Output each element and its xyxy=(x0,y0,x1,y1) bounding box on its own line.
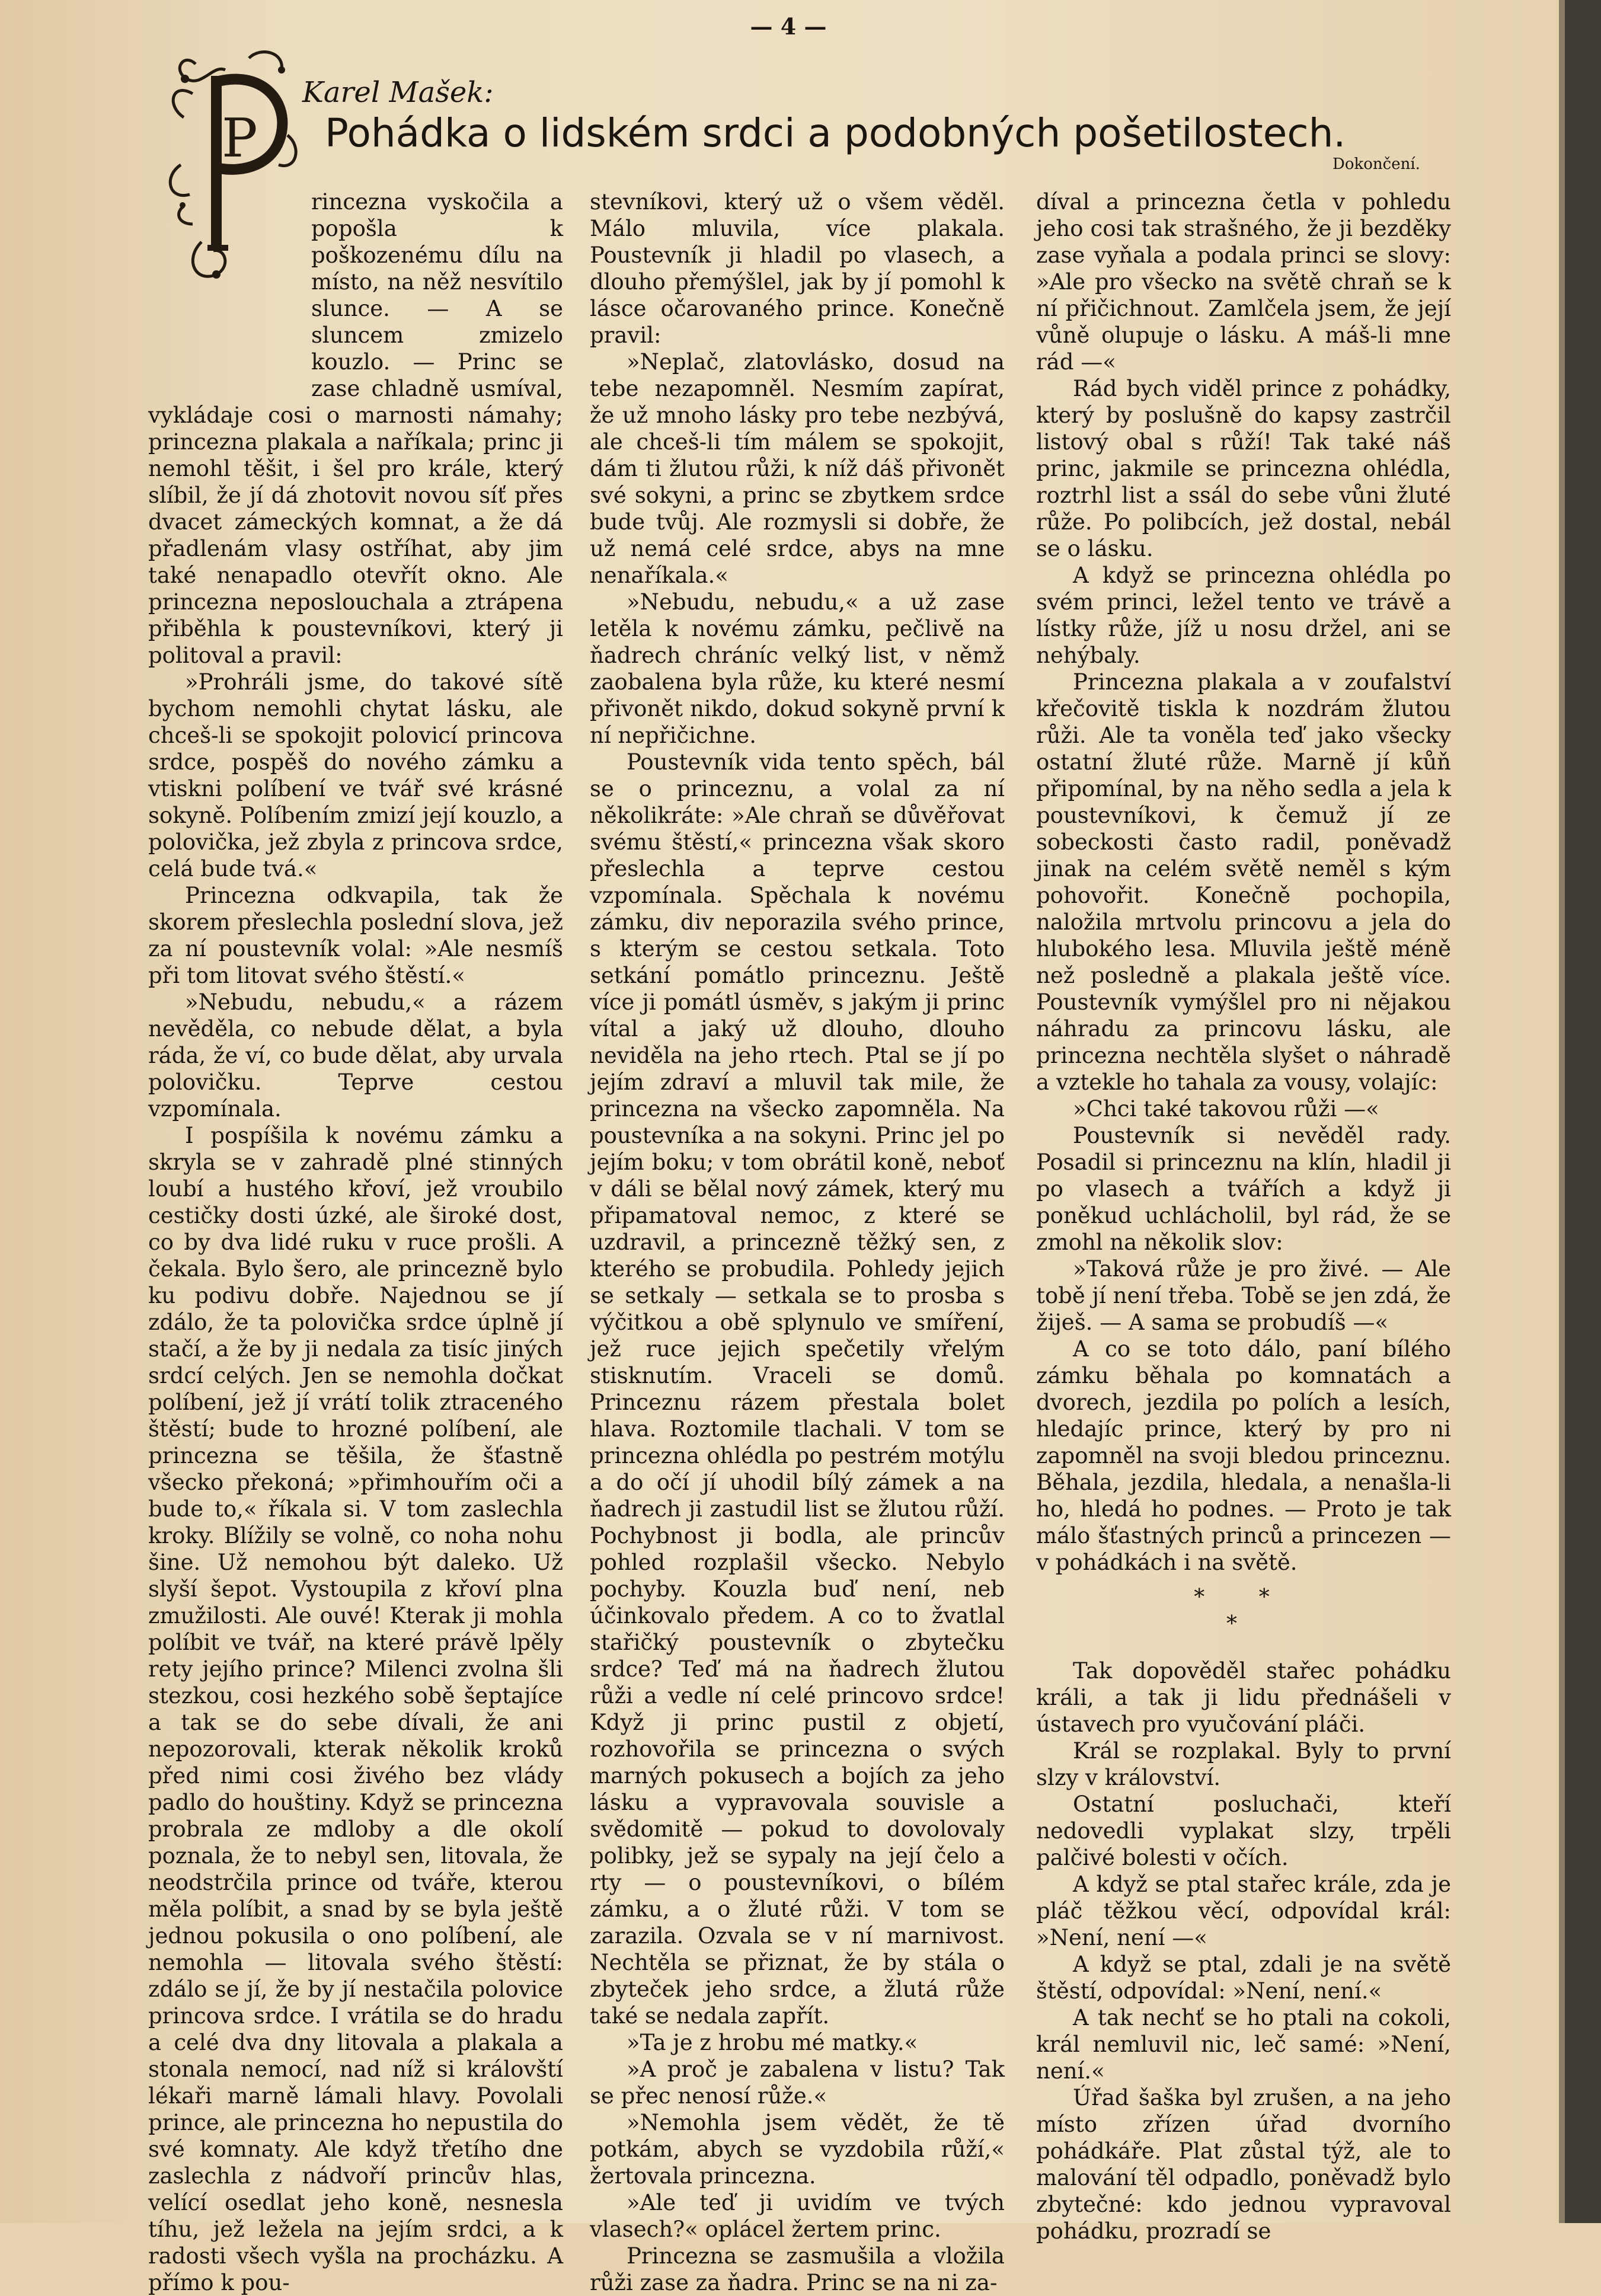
paragraph: I pospíšila k novému zámku a skryla se v zahradě plné stinných loubí a hustého křoví, jež vroubilo cestičky dosti úzké, ale široké dost, co by dva lidé ruku v ruce prošli. A čekala. Bylo šero, ale princezně bylo ku podivu dobře. Najednou se jí zdálo, že ta polovička srdce úplně jí stačí, a že by ji nedala za tisíc jiných srdcí celých. Jen se nemohla dočkat políbení, jež jí vrátí tolik ztraceného štěstí; bude to hrozné políbení, ale princezna se těšila, že šťastně všecko překoná; »přimhouřím oči a bude to,« říkala si. V tom zaslechla kroky. Blížily se volně, co noha nohu šine. Už nemohou být daleko. Už slyší šepot. Vystoupila z křoví plna zmužilosti. Ale ouvé! Kterak ji mohla políbit ve tvář, na které právě lpěly rety jejího prince? Milenci zvolna šli stezkou, cosi hezkého sobě šeptajíce a tak se do sebe dívali, že ani nepozorovali, kterak několik kroků před nimi cosi živého bez vlády padlo do houštiny. Když se princezna probrala ze mdloby a dle okolí poznala, že to nebyl sen, litovala, že neodstrčila prince od tváře, kterou měla políbit, a snad by se byla ještě jednou pokusila o ono políbení, ale nemohla — litovala svého štěstí: zdálo se jí, že by jí nestačila polovice princova srdce. I vrátila se do hradu a celé dva dny litovala a plakala a stonala nemocí, nad níž si královští lékaři marně lámali hlavy. Povolali prince, ale princezna ho nepustila do své komnaty. Ale když třetího dne zaslechla z nádvoří princův hlas, velící osedlat jeho koně, nesnesla tíhu, jež ležela na jejím srdci, a k radosti všech vyšla na procházku. A přímo k pou- xyxy=(148,1123,563,2295)
paragraph: A když se ptal stařec krále, zda je pláč těžkou věcí, odpovídal král: »Není, není —« xyxy=(1036,1872,1451,1950)
paragraph: A co se toto dálo, paní bílého zámku běhala po komnatách a dvorech, jezdila po polích a lesích, hledajíc prince, který by pro ni zapomněl na svoji bledou princeznu. Běhala, jezdila, hledala, a nenašla-li ho, hledá ho podnes. — Proto je tak málo šťastných princů a princezen — v pohádkách i na světě. xyxy=(1036,1336,1451,1575)
paragraph: Tak dopověděl stařec pohádku králi, a tak ji lidu přednášeli v ústavech pro vyučování pláči. xyxy=(1036,1658,1451,1737)
section-break xyxy=(1036,1584,1451,1637)
paragraph: »Chci také takovou růži —« xyxy=(1073,1096,1379,1122)
text-column-1 xyxy=(148,189,563,2296)
paragraph: »Ale teď ji uvidím ve tvých vlasech?« oplácel žertem princ. xyxy=(590,2190,1005,2242)
paragraph: »Taková růže je pro živé. — Ale tobě jí není třeba. Tobě se jen zdá, že žiješ. — A sama se probudíš —« xyxy=(1036,1256,1451,1335)
paragraph: díval a princezna četla v pohledu jeho cosi tak strašného, že ji bezděky zase vyňala a podala princi se slovy: »Ale pro všecko na světě chraň se k ní přičichnout. Zamlčela jsem, že její vůně olupuje o lásku. A máš-li mne rád —« xyxy=(1036,189,1451,375)
page-number: — 4 — xyxy=(750,13,827,40)
article-title: Pohádka o lidském srdci a podobných pošetilostech. xyxy=(325,110,1346,156)
paragraph: Král se rozplakal. Byly to první slzy v království. xyxy=(1036,1738,1451,1790)
paragraph: stevníkovi, který už o všem věděl. Málo mluvila, více plakala. Poustevník ji hladil po vlasech, a dlouho přemýšlel, jak by jí pomohl k lásce očarovaného prince. Konečně pravil: xyxy=(590,189,1005,348)
paragraph: »Prohráli jsme, do takové sítě bychom nemohli chytat lásku, ale chceš-li se spokojit polovicí princova srdce, pospěš do nového zámku a vtiskni políbení ve tvář své krásné sokyně. Políbením zmizí její kouzlo, a polovička, jež zbyla z princova srdce, celá bude tvá.« xyxy=(148,669,563,882)
paragraph: Rád bych viděl prince z pohádky, který by poslušně do kapsy zastrčil listový obal s růží! Tak také náš princ, jakmile se princezna ohlédla, roztrhl list a ssál do sebe vůni žluté růže. Po polibcích, jež dostal, nebál se o lásku. xyxy=(1036,376,1451,561)
drop-cap-letter: P xyxy=(222,107,258,170)
paragraph: A když se princezna ohlédla po svém princi, ležel tento ve trávě a lístky růže, jíž u nosu držel, ani se nehýbaly. xyxy=(1036,563,1451,668)
paragraph: »A proč je zabalena v listu? Tak se přec nenosí růže.« xyxy=(590,2056,1005,2109)
paragraph: »Neplač, zlatovlásko, dosud na tebe nezapomněl. Nesmím zapírat, že už mnoho lásky pro tebe nezbývá, ale chceš-li tím málem se spokojit, dám ti žlutou růži, k níž dáš přivonět své sokyni, a princ se zbytkem srdce bude tvůj. Ale rozmysli si dobře, že už nemá celé srdce, abys na mne nenaříkala.« xyxy=(590,349,1005,588)
paragraph: A tak nechť se ho ptali na cokoli, král nemluvil nic, leč samé: »Není, není.« xyxy=(1036,2005,1451,2084)
text-column-3 xyxy=(1036,189,1451,2244)
paragraph: »Nebudu, nebudu,« a už zase letěla k novému zámku, pečlivě na ňadrech chráníc velký list, v němž zaobalena byla růže, ku které nesmí přivonět nikdo, dokud sokyně první k ní nepřičichne. xyxy=(590,589,1005,748)
section-break-stars: * * xyxy=(1194,1585,1293,1610)
paragraph: Princezna plakala a v zoufalství křečovitě tiskla k nozdrám žlutou růži. Ale ta voněla teď jako všecky ostatní žluté růže. Marně jí kůň připomínal, by na něho sedla a jela k poustevníkovi, k čemuž jí ze sobeckosti často radil, poněvadž jinak na celém světě neměl s kým pohovořit. Konečně pochopila, naložila mrtvolu princovu a jela do hlubokého lesa. Mluvila ještě méně než posledně a plakala ještě více. Poustevník vymýšlel pro ni nějakou náhradu za princovu lásku, ale princezna nechtěla slyšet o náhradě a vztekle ho tahala za vousy, volajíc: xyxy=(1036,669,1451,1095)
article-author: Karel Mašek: xyxy=(302,76,494,109)
continued-note: Dokončení. xyxy=(1332,155,1420,173)
paragraph: rincezna vyskočila a popošla k poškozenému dílu na místo, na něž nesvítilo slunce. — A se sluncem zmizelo kouzlo. — Princ se zase chladně usmíval, vykládaje cosi o marnosti námahy; princezna plakala a naříkala; princ ji nemohl těšit, i šel pro krále, který slíbil, že jí dá zhotovit novou síť přes dvacet zámeckých komnat, a že dá přadlenám vlasy ostříhat, aby jim také nenapadlo otevřít okno. Ale princezna neposlouchala a ztrápena přiběhla k poustevníkovi, který ji politoval a pravil: xyxy=(148,189,563,668)
paragraph: A když se ptal, zdali je na světě štěstí, odpovídal: »Není, není.« xyxy=(1036,1952,1451,2004)
paragraph: Poustevník si nevěděl rady. Posadil si princeznu na klín, hladil ji po vlasech a tvářích a když ji poněkud uchlácholil, byl rád, že se zmohl na několik slov: xyxy=(1036,1123,1451,1255)
paragraph: Princezna se zasmušila a vložila růži zase za ňadra. Princ se na ni za- xyxy=(590,2243,1005,2295)
section-break-stars: * xyxy=(1226,1612,1261,1636)
paragraph: »Ta je z hrobu mé matky.« xyxy=(627,2030,918,2055)
paragraph: Poustevník vida tento spěch, bál se o princeznu, a volal za ní několikráte: »Ale chraň se důvěřovat svému štěstí,« princezna však skoro přeslechla a teprve cestou vzpomínala. Spěchala k novému zámku, div neporazila svého prince, s kterým se cestou setkala. Toto setkání pomátlo princeznu. Ještě více ji pomátl úsměv, s jakým ji princ vítal a jaký už dlouho, dlouho neviděla na jeho rtech. Ptal se jí po jejím zdraví a mluvil tak mile, že princezna na všecko zapomněla. Na poustevníka a na sokyni. Princ jel po jejím boku; v tom obrátil koně, neboť v dáli se bělal nový zámek, který mu připamatoval nemoc, z které se uzdravil, a princezně těžký sen, z kterého se probudila. Pohledy jejich se setkaly — setkala se to prosba s výčitkou a obě splynulo ve smíření, jež ruce jejich spečetily vřelým stisknutím. Vraceli se domů. Princeznu rázem přestala bolet hlava. Roztomile tlachali. V tom se princezna ohlédla po pestrém motýlu a do očí jí uhodil bílý zámek a na ňadrech ji zastudil list se žlutou růží. Pochybnost ji bodla, ale princův pohled rozplašil všecko. Nebylo pochyby. Kouzla buď není, neb účinkovalo předem. A co to žvatlal stařičký poustevník o zbytečku srdce? Teď má na ňadrech žlutou růži a vedle ní celé princovo srdce! Když ji princ pustil z objetí, rozhovořila se princezna o svých marných pokusech a bojích za jeho lásku a vypravovala souvisle a svědomitě — pokud to dovolovaly polibky, jež se sypaly na její čelo a rty — o poustevníkovi, o bílém zámku, a o žluté růži. V tom se zarazila. Ozvala se v ní marnivost. Nechtěla se přiznat, že by stála o zbyteček jeho srdce, a žlutá růže také se nedala zapřít. xyxy=(590,749,1005,2029)
paragraph: Úřad šaška byl zrušen, a na jeho místo zřízen úřad dvorního pohádkáře. Plat zůstal týž, ale to malování těl odpadlo, poněvadž bylo zbytečné: kdo jednou vypravoval pohádku, prozradí se xyxy=(1036,2085,1451,2244)
paragraph: Princezna odkvapila, tak že skorem přeslechla poslední slova, jež za ní poustevník volal: »Ale nesmíš při tom litovat svého štěstí.« xyxy=(148,883,563,988)
book-edge xyxy=(1559,0,1601,2223)
text-column-2 xyxy=(590,189,1005,2296)
paragraph: »Nemohla jsem vědět, že tě potkám, abych se vyzdobila růží,« žertovala princezna. xyxy=(590,2110,1005,2189)
paragraph: Ostatní posluchači, kteří nedovedli vyplakat slzy, trpěli palčivé bolesti v očích. xyxy=(1036,1792,1451,1870)
paragraph: »Nebudu, nebudu,« a rázem nevěděla, co nebude dělat, a byla ráda, že ví, co bude dělat, aby urvala polovičku. Teprve cestou vzpomínala. xyxy=(148,989,563,1122)
drop-cap-space xyxy=(148,189,311,384)
